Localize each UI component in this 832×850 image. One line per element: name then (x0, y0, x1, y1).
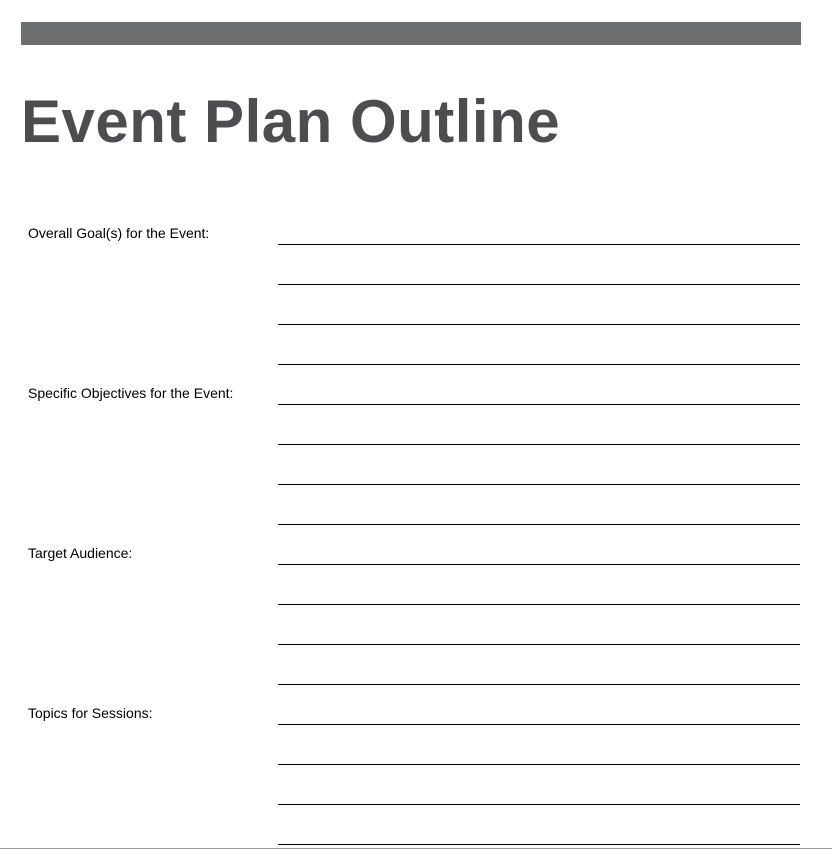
write-in-line[interactable] (278, 364, 800, 365)
write-in-line[interactable] (278, 724, 800, 725)
section-label-topics-for-sessions: Topics for Sessions: (28, 705, 153, 721)
section-label-target-audience: Target Audience: (28, 545, 133, 561)
write-in-line[interactable] (278, 444, 800, 445)
header-bar (21, 22, 801, 45)
write-in-line[interactable] (278, 484, 800, 485)
write-in-line[interactable] (278, 524, 800, 525)
write-in-line[interactable] (278, 844, 800, 845)
write-in-line[interactable] (278, 764, 800, 765)
write-in-line[interactable] (278, 684, 800, 685)
write-in-line[interactable] (278, 404, 800, 405)
write-in-line[interactable] (278, 804, 800, 805)
write-in-line[interactable] (278, 244, 800, 245)
section-label-specific-objectives: Specific Objectives for the Event: (28, 385, 234, 401)
write-in-line[interactable] (278, 324, 800, 325)
write-in-line[interactable] (278, 284, 800, 285)
write-in-line[interactable] (278, 604, 800, 605)
section-label-overall-goals: Overall Goal(s) for the Event: (28, 225, 210, 241)
write-in-line[interactable] (278, 564, 800, 565)
page-bottom-edge (0, 848, 832, 849)
write-in-line[interactable] (278, 644, 800, 645)
page-title: Event Plan Outline (21, 88, 561, 155)
